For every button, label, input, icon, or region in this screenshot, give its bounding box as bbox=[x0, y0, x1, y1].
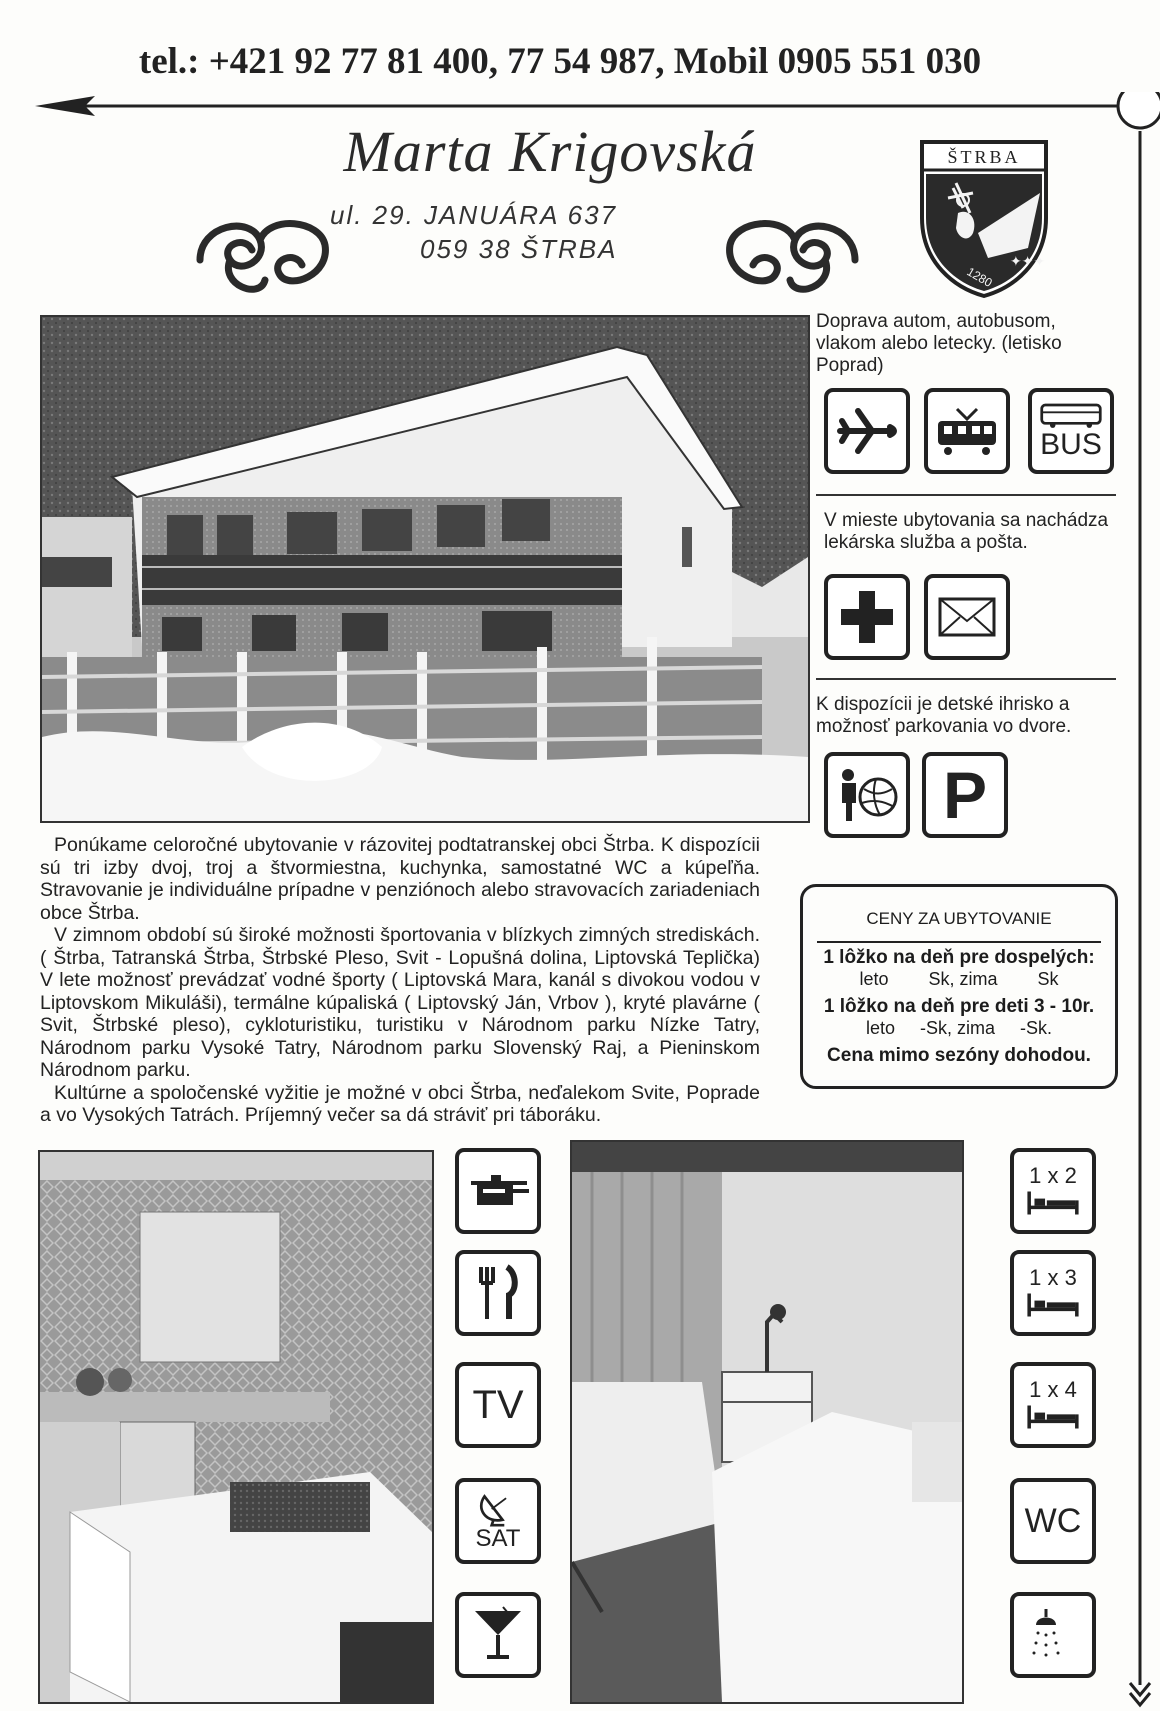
adult-price-heading: 1 lôžko na deň pre dospelých: bbox=[823, 947, 1095, 968]
price-title: CENY ZA UBYTOVANIE bbox=[866, 909, 1052, 928]
flourish-right-ornament bbox=[715, 205, 865, 305]
owner-name: Marta Krigovská bbox=[343, 119, 757, 184]
kitchen-photo bbox=[38, 1150, 434, 1704]
tv-label: TV bbox=[472, 1382, 524, 1427]
description-text bbox=[40, 834, 760, 1127]
bedroom-photo bbox=[570, 1140, 964, 1704]
cooking-pot-icon bbox=[455, 1148, 541, 1234]
adult-price-values: leto Sk, zima Sk bbox=[859, 969, 1059, 989]
bus-label: BUS bbox=[1040, 428, 1102, 461]
child-price-heading: 1 lôžko na deň pre deti 3 - 10r. bbox=[823, 996, 1095, 1017]
description-paragraph: V zimnom období sú široké možnosti športovania v blízkych zimných strediskách. ( Štrba, Tatranská Štrba, Štrbské Pleso, Svit - Lopušná dolina, Liptovská Teplička) V lete možnosť prevádzať vodné športy ( Liptovská Mara, kanál s divokou vodou v Liptovskom Mikuláši), termálne kúpaliská ( Liptovský Ján, Vrbov ), kryté plavárne ( Svit, Štrbské pleso), cykloturistiku, turistiku v Národnom parku Nízke Tatry, Národnom parku Vysoké Tatry, Národnom parku Slovenský Raj, a Pieninskom Národnom parku. bbox=[40, 924, 760, 1081]
room-1x4-label: 1 x 4 bbox=[1029, 1377, 1077, 1402]
parking-label: P bbox=[942, 758, 988, 832]
medical-cross-icon bbox=[824, 574, 910, 660]
arrow-rail-right bbox=[1115, 95, 1160, 1711]
wc-label: WC bbox=[1024, 1501, 1082, 1540]
satellite-icon bbox=[455, 1478, 541, 1564]
shower-icon bbox=[1010, 1592, 1096, 1678]
bed-1x3-icon bbox=[1010, 1250, 1096, 1336]
flourish-left-ornament bbox=[190, 205, 340, 305]
crest-title: ŠTRBA bbox=[947, 147, 1021, 167]
room-1x2-label: 1 x 2 bbox=[1029, 1163, 1077, 1188]
cutlery-icon bbox=[455, 1250, 541, 1336]
cocktail-glass-icon bbox=[455, 1592, 541, 1678]
price-divider bbox=[817, 941, 1101, 943]
mail-envelope-icon bbox=[924, 574, 1010, 660]
room-1x3-label: 1 x 3 bbox=[1029, 1265, 1077, 1290]
child-price-values: leto -Sk, zima -Sk. bbox=[865, 1018, 1053, 1038]
address-street: ul. 29. JANUÁRA 637 bbox=[330, 200, 618, 230]
address-city: 059 38 ŠTRBA bbox=[420, 234, 618, 264]
section-divider bbox=[816, 494, 1116, 496]
bed-1x2-icon bbox=[1010, 1148, 1096, 1234]
tv-icon bbox=[455, 1362, 541, 1448]
svg-text:✦✦✦: ✦✦✦ bbox=[1010, 253, 1046, 269]
section-divider bbox=[816, 678, 1116, 680]
price-box bbox=[800, 884, 1118, 1089]
phone-line: tel.: +421 92 77 81 400, 77 54 987, Mobil 0905 551 030 bbox=[138, 41, 982, 82]
description-paragraph: Ponúkame celoročné ubytovanie v rázovitej podtatranskej obci Štrba. K dispozícii sú tri izby dvoj, troj a štvormiestna, kuchynka, samostatné WC a kúpeľňa. Stravovanie je individuálne prípadne v penziónoch alebo stravovacích zariadeniach obce Štrba. bbox=[40, 834, 760, 924]
sat-label: SAT bbox=[475, 1525, 521, 1552]
services-text: V mieste ubytovania sa nachádza lekárska služba a pošta. bbox=[824, 510, 1109, 553]
transport-text: Doprava autom, autobusom, vlakom alebo letecky. (letisko Poprad) bbox=[816, 311, 1062, 376]
crest-year: 1280 bbox=[964, 264, 995, 290]
airplane-icon bbox=[824, 388, 910, 474]
house-photo bbox=[40, 315, 810, 823]
parking-icon bbox=[922, 752, 1008, 838]
wc-icon bbox=[1010, 1478, 1096, 1564]
train-icon bbox=[924, 388, 1010, 474]
description-paragraph: Kultúrne a spoločenské vyžitie je možné v obci Štrba, neďalekom Svite, Poprade a vo Vysokých Tatrách. Príjemný večer sa dá stráviť pri táboráku. bbox=[40, 1081, 760, 1126]
offseason-note: Cena mimo sezóny dohodou. bbox=[827, 1045, 1091, 1066]
bed-1x4-icon bbox=[1010, 1362, 1096, 1448]
strba-coat-of-arms bbox=[918, 138, 1050, 298]
bus-icon bbox=[1028, 388, 1114, 474]
child-playground-icon bbox=[824, 752, 910, 838]
playground-text: K dispozícii je detské ihrisko a možnosť parkovania vo dvore. bbox=[816, 694, 1072, 737]
